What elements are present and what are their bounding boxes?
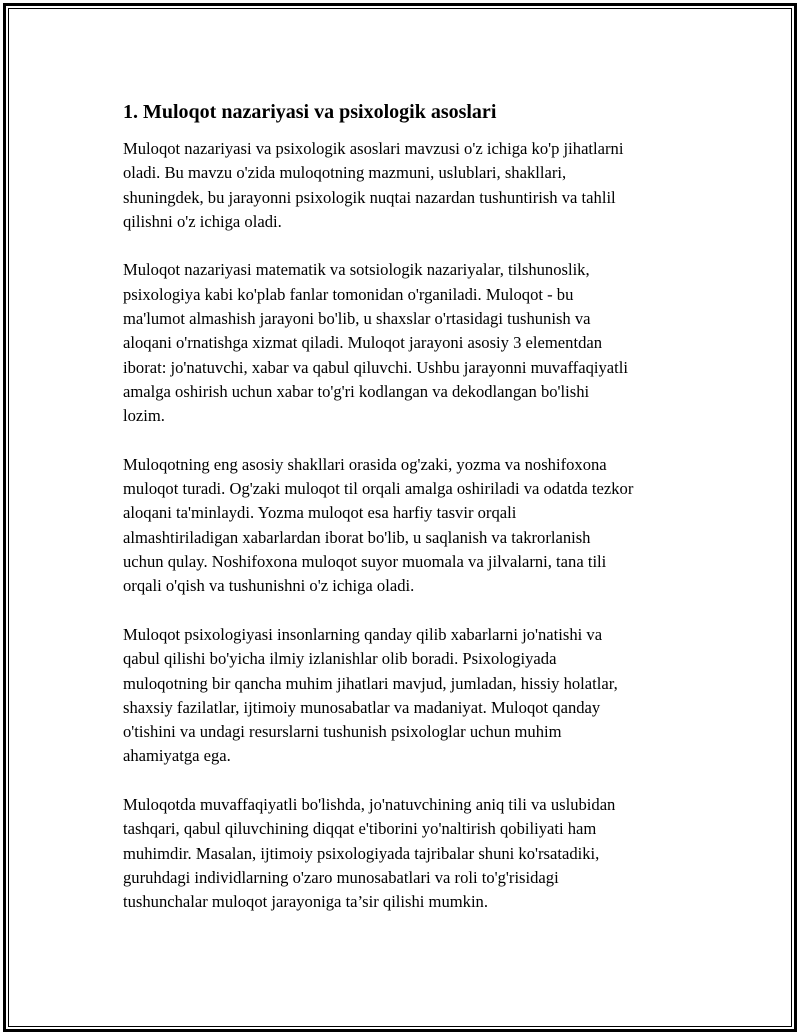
- paragraph: [123, 258, 693, 428]
- paragraph-line: guruhdagi individlarning o'zaro munosabatlari va roli to'g'risidagi: [123, 867, 559, 887]
- paragraph-line: Muloqot nazariyasi matematik va sotsiologik nazariyalar, tilshunoslik,: [123, 260, 590, 280]
- paragraph-line: ma'lumot almashish jarayoni bo'lib, u shaxslar o'rtasidagi tushunish va: [123, 309, 591, 329]
- paragraph-line: qilishni o'z ichiga oladi.: [123, 211, 282, 231]
- paragraph-line: tashqari, qabul qiluvchining diqqat e'tiborini yo'naltirish qobiliyati ham: [123, 819, 597, 839]
- paragraph-line: tushunchalar muloqot jarayoniga ta’sir qilishi mumkin.: [123, 892, 489, 912]
- paragraph-line: iborat: jo'natuvchi, xabar va qabul qiluvchi. Ushbu jarayonni muvaffaqiyatli: [123, 357, 628, 377]
- paragraph-line: o'tishini va undagi resurslarni tushunish psixologlar uchun muhim: [123, 722, 562, 742]
- paragraph-line: shuningdek, bu jarayonni psixologik nuqtai nazardan tushuntirish va tahlil: [123, 187, 616, 207]
- paragraph-list: [123, 137, 693, 915]
- paragraph: [123, 453, 693, 599]
- paragraph: [123, 793, 693, 914]
- paragraph-line: aloqani ta'minlaydi. Yozma muloqot esa harfiy tasvir orqali: [123, 503, 517, 523]
- paragraph-line: oladi. Bu mavzu o'zida muloqotning mazmuni, uslublari, shakllari,: [123, 163, 567, 183]
- paragraph-line: qabul qilishi bo'yicha ilmiy izlanishlar olib boradi. Psixologiyada: [123, 649, 557, 669]
- paragraph: [123, 623, 693, 769]
- document-body: [123, 99, 693, 939]
- paragraph-line: muhimdir. Masalan, ijtimoiy psixologiyada tajribalar shuni ko'rsatadiki,: [123, 843, 600, 863]
- paragraph: [123, 137, 693, 234]
- paragraph-line: Muloqotning eng asosiy shakllari orasida og'zaki, yozma va noshifoxona: [123, 454, 607, 474]
- paragraph-line: psixologiya kabi ko'plab fanlar tomonidan o'rganiladi. Muloqot - bu: [123, 284, 574, 304]
- paragraph-line: Muloqotda muvaffaqiyatli bo'lishda, jo'natuvchining aniq tili va uslubidan: [123, 795, 616, 815]
- paragraph-line: Muloqot psixologiyasi insonlarning qanday qilib xabarlarni jo'natishi va: [123, 624, 603, 644]
- paragraph-line: ahamiyatga ega.: [123, 746, 231, 766]
- paragraph-line: muloqot turadi. Og'zaki muloqot til orqali amalga oshiriladi va odatda tezkor: [123, 479, 634, 499]
- paragraph-line: amalga oshirish uchun xabar to'g'ri kodlangan va dekodlangan bo'lishi: [123, 381, 590, 401]
- paragraph-line: shaxsiy fazilatlar, ijtimoiy munosabatlar va madaniyat. Muloqot qanday: [123, 697, 601, 717]
- document-page: [3, 3, 797, 1032]
- paragraph-line: Muloqot nazariyasi va psixologik asoslari mavzusi o'z ichiga ko'p jihatlarni: [123, 139, 624, 158]
- paragraph-line: uchun qulay. Noshifoxona muloqot suyor muomala va jilvalarni, tana tili: [123, 552, 607, 572]
- paragraph-line: orqali o'qish va tushunishni o'z ichiga oladi.: [123, 576, 415, 596]
- paragraph-line: muloqotning bir qancha muhim jihatlari mavjud, jumladan, hissiy holatlar,: [123, 673, 618, 693]
- paragraph-line: aloqani o'rnatishga xizmat qiladi. Muloqot jarayoni asosiy 3 elementdan: [123, 333, 603, 353]
- section-heading: 1. Muloqot nazariyasi va psixologik asoslari: [123, 101, 497, 123]
- paragraph-line: lozim.: [123, 406, 165, 426]
- paragraph-line: almashtiriladigan xabarlardan iborat bo'lib, u saqlanish va takrorlanish: [123, 527, 591, 547]
